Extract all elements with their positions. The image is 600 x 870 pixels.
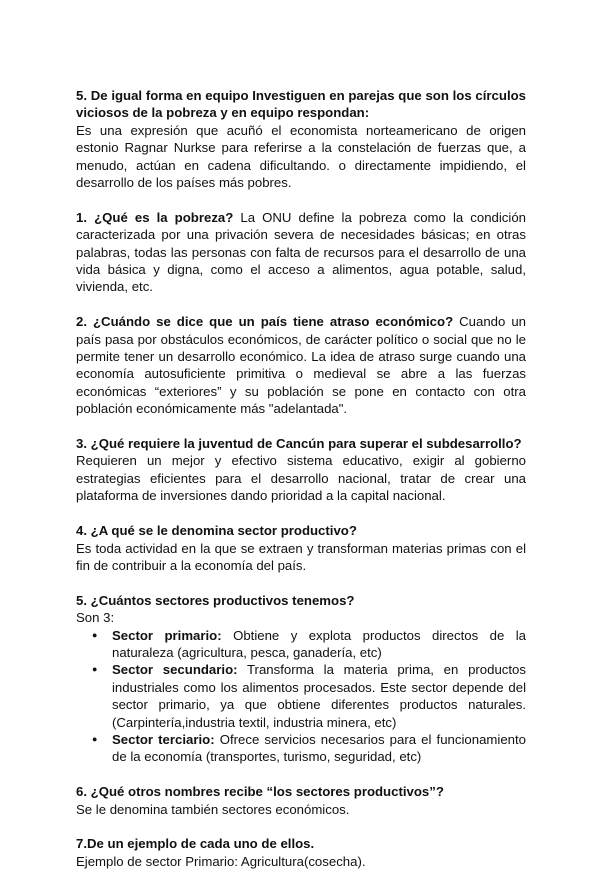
question-5-title: 5. ¿Cuántos sectores productivos tenemos? xyxy=(76,592,355,608)
question-7-title: 7.De un ejemplo de cada uno de ellos. xyxy=(76,836,315,852)
sector-label: Sector terciario: xyxy=(112,731,215,747)
list-item xyxy=(112,661,526,731)
sector-label: Sector primario: xyxy=(112,627,222,643)
question-4-answer: Es toda actividad en la que se extraen y transforman materias primas con el fin de contribuir a la economía del país. xyxy=(76,540,526,573)
question-4-title: 4. ¿A qué se le denomina sector productivo? xyxy=(76,523,357,539)
question-2-answer: Cuando un país pasa por obstáculos económicos, de carácter político o social que no le permite tener un desarrollo económico. La idea de atraso surge cuando una economía autosuficiente primitiva o medieval se abre a las fuerzas económicas “exteriores” y su población se pone en contacto con otra población económicamente más "adelantada". xyxy=(76,314,526,417)
question-3-title: 3. ¿Qué requiere la juventud de Cancún para superar el subdesarrollo? xyxy=(76,436,522,452)
section-5-heading: 5. De igual forma en equipo Investiguen en parejas que son los círculos viciosos de la pobreza y en equipo respondan: xyxy=(76,88,526,121)
sector-label: Sector secundario: xyxy=(112,662,238,678)
question-1-answer: La ONU define la pobreza como la condición caracterizada por una privación severa de necesidades básicas; en otras palabras, todas las personas con falta de recursos para el desarrollo de una vida básica y digna, como el acceso a alimentos, agua potable, salud, vivienda, etc. xyxy=(76,209,527,295)
question-5 xyxy=(76,592,526,766)
sector-text: Ofrece servicios necesarios para el funcionamiento de la economía (transportes, turismo, seguridad, etc) xyxy=(112,731,526,765)
list-item xyxy=(112,627,526,662)
question-2 xyxy=(76,313,526,417)
question-1 xyxy=(76,209,526,296)
question-4 xyxy=(76,522,526,574)
question-6-title: 6. ¿Qué otros nombres recibe “los sectores productivos”? xyxy=(76,784,444,800)
question-7-answer: Ejemplo de sector Primario: Agricultura(cosecha). xyxy=(76,853,366,869)
question-2-title: 2. ¿Cuándo se dice que un país tiene atraso económico? xyxy=(76,314,454,330)
sector-text: Transforma la materia prima, en productos industriales como los alimentos procesados. Este sector depende del sector primario, ya que obtiene diferentes productos naturales. (Carpintería,industria textil, industria minera, etc) xyxy=(112,662,526,730)
section-5-body: Es una expresión que acuñó el economista norteamericano de origen estonio Ragnar Nurkse para referirse a la constelación de fuerzas que, a menudo, actúan en cadena dificultando. o directamente impidiendo, el desarrollo de los países más pobres. xyxy=(76,122,526,191)
question-6 xyxy=(76,783,526,818)
section-5 xyxy=(76,87,526,191)
question-7 xyxy=(76,835,526,870)
question-6-answer: Se le denomina también sectores económicos. xyxy=(76,801,350,817)
list-item xyxy=(112,731,526,766)
question-5-intro: Son 3: xyxy=(76,610,115,626)
question-3-answer: Requieren un mejor y efectivo sistema educativo, exigir al gobierno estrategias eficientes para el desarrollo nacional, tratar de crear una plataforma de inversiones dando prioridad a la capital nacional. xyxy=(76,453,526,504)
document-page xyxy=(76,87,526,870)
sector-text: Obtiene y explota productos directos de la naturaleza (agricultura, pesca, ganadería, etc) xyxy=(112,627,526,660)
question-3 xyxy=(76,435,526,505)
question-1-title: 1. ¿Qué es la pobreza? xyxy=(76,209,234,225)
sector-list xyxy=(76,627,526,766)
